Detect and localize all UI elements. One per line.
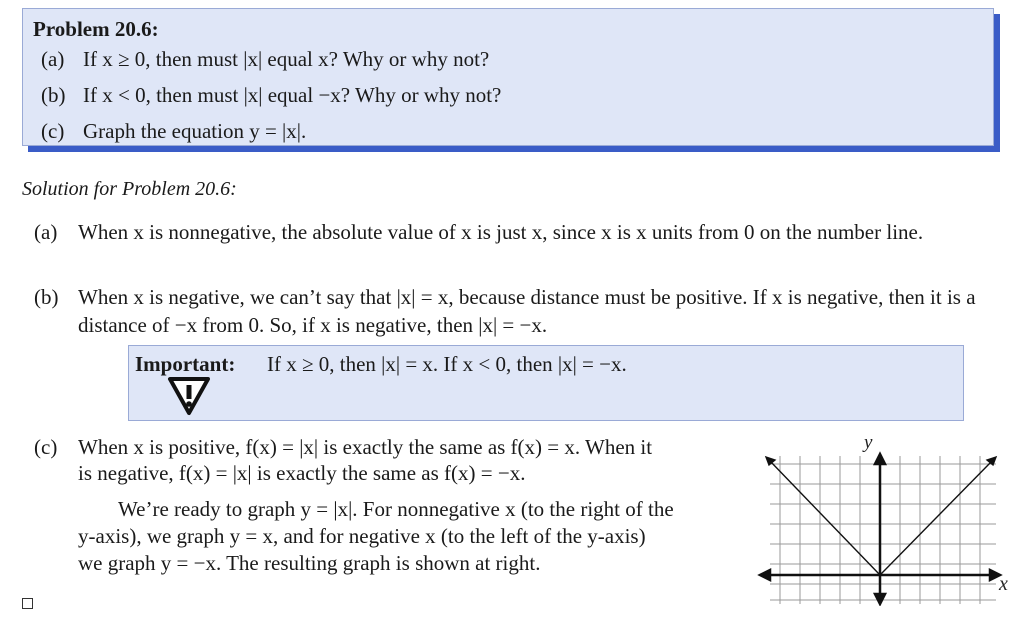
problem-box	[22, 8, 994, 146]
problem-item-text: Graph the equation y = |x|.	[83, 119, 307, 143]
solution-part-label: (b)	[34, 285, 59, 309]
problem-item-text: If x ≥ 0, then must |x| equal x? Why or why not?	[83, 47, 490, 71]
solution-c-para2-line-1: We’re ready to graph y = |x|. For nonnegative x (to the right of the	[118, 497, 674, 521]
problem-item-c	[41, 119, 306, 144]
solution-part-text: When x is negative, we can’t say that |x| = x, because distance must be positive. If x is negative, then it is a distance of −x from 0. So, if x is negative, then |x| = −x.	[78, 285, 976, 337]
important-text: If x ≥ 0, then |x| = x. If x < 0, then |x| = −x.	[267, 352, 627, 376]
solution-c-para2-line-2: y-axis), we graph y = x, and for negative x (to the left of the y-axis)	[78, 524, 646, 548]
problem-item-text: If x < 0, then must |x| equal −x? Why or why not?	[83, 83, 502, 107]
x-axis-label: x	[999, 573, 1008, 595]
solution-c-line-2: is negative, f(x) = |x| is exactly the same as f(x) = −x.	[78, 461, 526, 485]
problem-item-label: (b)	[41, 83, 66, 107]
solution-c-para2-line-3: we graph y = −x. The resulting graph is shown at right.	[78, 551, 541, 575]
solution-heading: Solution for Problem 20.6:	[22, 178, 237, 200]
problem-item-label: (c)	[41, 119, 65, 143]
important-label: Important:	[135, 352, 236, 376]
solution-c-line-1: When x is positive, f(x) = |x| is exactly the same as f(x) = x. When it	[78, 435, 653, 459]
solution-part-label: (a)	[34, 220, 58, 244]
warning-icon	[167, 376, 211, 416]
graph-grid	[770, 456, 996, 604]
problem-title: Problem 20.6:	[33, 17, 159, 41]
important-box	[128, 345, 964, 421]
absolute-value-graph	[756, 434, 1016, 606]
qed-box	[22, 598, 33, 609]
problem-item-b	[41, 83, 501, 108]
solution-part-label-c: (c)	[34, 435, 58, 459]
graph-axes	[760, 454, 1000, 604]
problem-item-a	[41, 47, 489, 72]
solution-part-text: When x is nonnegative, the absolute value of x is just x, since x is x units from 0 on the number line.	[78, 220, 924, 244]
problem-item-label: (a)	[41, 47, 65, 71]
y-axis-label: y	[864, 434, 873, 453]
